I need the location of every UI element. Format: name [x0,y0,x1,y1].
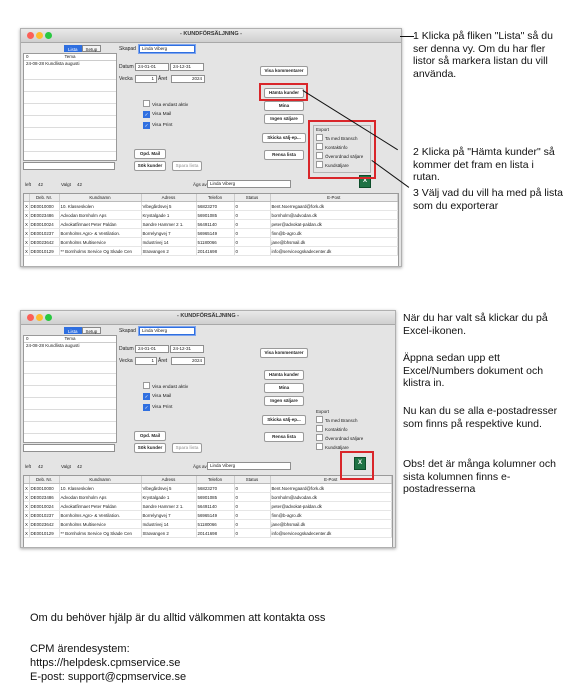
table-row[interactable] [24,229,398,238]
aret-label: Året [158,76,168,82]
table-cell: 56901085 [196,493,234,502]
table-cell: X [25,494,28,500]
table-cell: DE0010129 [29,247,59,256]
aret-field[interactable]: 2024 [171,75,205,83]
export-option-bransch[interactable] [316,416,358,424]
column-header-kundnamn[interactable]: Kundnamn [59,476,141,484]
table-cell: 56823270 [196,202,234,211]
vecka-label: Vecka [119,358,133,364]
skicka-button[interactable]: Skicka sälj-ep... [262,133,306,143]
vecka-field[interactable]: 1 [135,75,157,83]
spara-lista-button[interactable]: Spara lista [172,443,202,453]
window-title: - KUNDFÖRSÄLJNING - [179,31,243,37]
support-email[interactable]: E-post: support@cpmservice.se [30,671,187,683]
table-cell: jane@bhsmail.dk [270,238,398,247]
table-cell: 56965149 [196,511,234,520]
skicka-button[interactable]: Skicka sälj-ep... [262,415,306,425]
export-option-label: Överordnad säljare [325,436,364,441]
table-cell: 0 [234,502,270,511]
valt-count-value: 42 [77,464,83,469]
table-cell: DE0010237 [29,511,59,520]
table-row[interactable] [24,202,398,211]
table-cell: DE0023486 [29,493,59,502]
system-label: CPM ärendesystem: [30,643,130,655]
export-option-label: Kontaktinfo [325,145,348,150]
table-cell: X [25,503,28,509]
table-cell: X [25,521,28,527]
aret-label: Året [158,358,168,364]
column-header-telefon[interactable]: Telefon [196,194,234,202]
visa-mail-label: Visa Mail [152,112,172,117]
table-cell: 0 [234,229,270,238]
table-row[interactable] [24,484,392,493]
table-cell: X [25,248,28,254]
visa-endast-aktiv-label: Visa endast aktiv [152,385,189,390]
vecka-field[interactable]: 1 [135,357,157,365]
ingen-saljare-button[interactable]: Ingen säljare [264,114,304,124]
annotation-step-2: 2 Klicka på "Hämta kunder" så kommer det fram en lista i rutan. [413,146,555,183]
column-header-status[interactable]: Status [234,476,270,484]
table-cell: Søndre Hammer 2 1. [141,220,196,229]
column-header-adress[interactable]: Adress [141,194,196,202]
table-cell: 0 [234,238,270,247]
title-bar [21,29,401,43]
table-cell: Krystalgade 1 [141,493,196,502]
table-cell: Bornholms Multiservice [59,520,141,529]
tab-bar [64,45,101,52]
table-header-row [24,194,398,202]
valt-count-label: Valgt [61,182,71,187]
table-cell: X [25,239,28,245]
table-cell: peter@advokat-paldan.dk [270,502,392,511]
table-cell: ** Bornholms Service Og Skade Cen [59,247,141,256]
theme-list-column-tema: Tema [64,336,76,341]
table-cell: bornholm@advodan.dk [270,493,392,502]
column-header-epost[interactable]: E-Post [270,194,398,202]
table-row[interactable] [24,247,398,256]
table-row[interactable] [24,502,392,511]
table-cell: jane@bhsmail.dk [270,520,392,529]
table-cell: Advokatfirmaet Peter Paldan [59,220,141,229]
opd-mail-button[interactable]: Opd. Mail [134,431,166,441]
visa-endast-aktiv-label: Visa endast aktiv [152,103,189,108]
table-cell: Vibegårdsvej 5 [141,484,196,493]
export-title: Export [316,127,330,132]
table-cell: 0 [234,202,270,211]
theme-list-count: 0 [26,336,29,341]
export-option-overordnad[interactable] [316,434,363,442]
left-count-value: 42 [38,182,44,187]
title-bar [21,311,395,325]
visa-endast-aktiv-checkbox[interactable] [143,100,188,109]
theme-list-column-tema: Tema [64,54,76,59]
highlight-hamta-kunder [259,83,308,101]
tab-lista[interactable]: Lista [64,327,82,334]
table-cell: X [25,230,28,236]
table-cell: Borrelyngvej 7 [141,229,196,238]
list-name-input[interactable] [23,444,115,452]
table-cell: Søndre Hammer 2 1. [141,502,196,511]
table-cell: Industrivej 14 [141,520,196,529]
export-option-label: Ta med Bransch [325,418,358,423]
table-cell: Advodan Bornholm Aps [59,493,141,502]
table-cell: info@serviceogskadecenter.dk [270,247,398,256]
agare-label: Ägs av [193,182,207,187]
rensa-lista-button[interactable]: Rensa lista [264,432,304,442]
annotation-excel-click: När du har valt så klickar du på Excel-ikonen. [403,312,548,337]
left-count-label: left [25,464,32,469]
table-row[interactable] [24,511,392,520]
table-cell: Industrivej 14 [141,238,196,247]
hamta-kunder-button[interactable]: Hämta kunder [264,88,304,98]
theme-list[interactable] [23,335,117,443]
list-rows-empty [24,350,116,446]
visa-print-checkbox[interactable] [143,404,172,411]
column-header-deb-nr[interactable]: Deb. Nr. [29,476,59,484]
visa-kommentarer-button[interactable]: Visa kommentarer [260,66,308,76]
theme-list-count: 0 [26,54,29,59]
opd-mail-button[interactable]: Opd. Mail [134,149,166,159]
list-name-input[interactable] [23,162,115,170]
table-cell: X [25,512,28,518]
checkbox-unchecked-icon [143,382,150,389]
sok-kunder-button[interactable]: Sök kunder [134,443,166,453]
list-item[interactable]: 24-08-28 Kundlista augusti [26,61,80,66]
table-cell: Advodan Bornholm Aps [59,211,141,220]
visa-mail-checkbox[interactable] [143,111,171,118]
checkbox-unchecked-icon [143,100,150,107]
table-cell: DE0010000 [29,484,59,493]
datum-from-field[interactable]: 24-01-01 [135,345,169,353]
export-title: Export [316,409,330,414]
table-cell: bornholm@advodan.dk [270,211,398,220]
customer-table [23,193,399,267]
agare-label: Ägs av [193,464,207,469]
export-option-kontaktinfo[interactable] [316,425,348,433]
app-window-2 [20,310,396,548]
visa-print-label: Visa Print [152,123,173,128]
visa-mail-checkbox[interactable] [143,393,171,400]
agare-field[interactable]: Linda Viberg [207,180,291,188]
table-cell: Bent.Noerregaard@fork.dk [270,484,392,493]
table-row[interactable] [24,493,392,502]
table-cell: 0 [234,493,270,502]
table-cell: 0 [234,247,270,256]
tab-setup[interactable]: Setup [82,327,102,334]
tab-setup[interactable]: Setup [82,45,102,52]
table-cell: DE0010237 [29,229,59,238]
column-header-kundnamn[interactable]: Kundnamn [59,194,141,202]
table-cell: Vibegårdsvej 5 [141,202,196,211]
excel-icon[interactable]: X [359,175,371,188]
table-cell: peter@advokat-paldan.dk [270,220,398,229]
table-cell: 51180066 [196,238,234,247]
checkbox-checked-icon [143,122,150,129]
valt-count-label: Valgt [61,464,71,469]
agare-field[interactable]: Linda Viberg [207,462,291,470]
checkbox-unchecked-icon [316,443,323,450]
table-cell: 20141698 [196,529,234,538]
list-item[interactable]: 24-08-28 Kundlista augusti [26,343,80,348]
export-option-label: Överordnad säljare [325,154,364,159]
theme-list-header [24,336,116,343]
skapad-field[interactable]: Linda Viberg [139,45,195,53]
export-option-label: Kontaktinfo [325,427,348,432]
table-cell: Strøvangen 2 [141,247,196,256]
table-cell: DE0023642 [29,520,59,529]
table-cell: X [25,485,28,491]
table-cell: X [25,530,28,536]
window-title: - KUNDFÖRSÄLJNING - [176,313,240,319]
theme-list-header [24,54,116,61]
visa-kommentarer-button[interactable]: Visa kommentarer [260,348,308,358]
column-header-telefon[interactable]: Telefon [196,476,234,484]
mina-button[interactable]: Mina [264,383,304,393]
theme-list[interactable] [23,53,117,161]
skapad-label: Skapad [119,328,136,334]
datum-from-field[interactable]: 24-01-01 [135,63,169,71]
visa-mail-label: Visa Mail [152,394,172,399]
annotation-step-1: 1 Klicka på fliken "Lista" så du ser denna vy. Om du har fler listor så markera listan du vill använda. [413,30,553,80]
rensa-lista-button[interactable]: Rensa lista [264,150,304,160]
table-cell: 10. Klasseskolen [59,202,141,211]
datum-label: Datum [119,346,134,352]
table-cell: Bornholms Multiservice [59,238,141,247]
column-header-status[interactable]: Status [234,194,270,202]
table-cell: 56823270 [196,484,234,493]
table-cell: Strøvangen 2 [141,529,196,538]
checkbox-unchecked-icon [316,434,323,441]
customer-table [23,475,393,548]
checkbox-unchecked-icon [316,416,323,423]
vecka-label: Vecka [119,76,133,82]
column-header-adress[interactable]: Adress [141,476,196,484]
spara-lista-button[interactable]: Spara lista [172,161,202,171]
highlight-excel-icon [340,451,374,480]
skapad-field[interactable]: Linda Viberg [139,327,195,335]
annotation-see-all: Nu kan du se alla e-postadresser som finns på respektive kund. [403,405,558,430]
table-cell: 0 [234,529,270,538]
table-cell: 0 [234,211,270,220]
table-cell: X [25,221,28,227]
annotation-open-doc: Äppna sedan upp ett Excel/Numbers dokument och klistra in. [403,352,544,389]
table-cell: 10. Klasseskolen [59,484,141,493]
export-option-label: Kundsäljare [325,445,349,450]
table-cell: ** Bornholms Service Og Skade Cen [59,529,141,538]
checkbox-checked-icon [143,111,150,118]
ingen-saljare-button[interactable]: Ingen säljare [264,396,304,406]
column-header-epost[interactable]: E-Post [270,476,392,484]
visa-print-label: Visa Print [152,405,173,410]
table-cell: DE0010129 [29,529,59,538]
export-option-label: Kundsäljare [325,163,349,168]
table-cell: X [25,212,28,218]
table-cell: finn@b-agro.dk [270,511,392,520]
tab-lista[interactable]: Lista [64,45,82,52]
table-cell: DE0023486 [29,211,59,220]
export-option-label: Ta med Bransch [325,136,358,141]
table-row[interactable] [24,238,398,247]
left-count-value: 42 [38,464,44,469]
mina-button[interactable]: Mina [264,101,304,111]
table-row[interactable] [24,520,392,529]
table-row[interactable] [24,220,398,229]
annotation-step-3: 3 Välj vad du vill ha med på lista som du exporterar [413,187,563,212]
table-row[interactable] [24,211,398,220]
column-header-deb-nr[interactable]: Deb. Nr. [29,194,59,202]
datum-label: Datum [119,64,134,70]
table-cell: DE0010024 [29,220,59,229]
table-cell: Bornholms Agro- & Ventilation. [59,229,141,238]
table-cell: DE0010024 [29,502,59,511]
callout-line-1 [400,36,414,37]
table-cell: 56965149 [196,229,234,238]
table-cell: Bornholms Agro- & Ventilation. [59,511,141,520]
table-cell: 20141698 [196,247,234,256]
table-cell: 51180066 [196,520,234,529]
sok-kunder-button[interactable]: Sök kunder [134,161,166,171]
table-cell: DE0010000 [29,202,59,211]
aret-field[interactable]: 2024 [171,357,205,365]
valt-count-value: 42 [77,182,83,187]
table-cell: Krystalgade 1 [141,211,196,220]
table-cell: 0 [234,220,270,229]
datum-to-field[interactable]: 24-12-31 [170,63,204,71]
visa-print-checkbox[interactable] [143,122,172,129]
help-text: Om du behöver hjälp är du alltid välkommen att kontakta oss [30,612,326,624]
hamta-kunder-button[interactable]: Hämta kunder [264,370,304,380]
list-rows-empty [24,68,116,164]
excel-icon[interactable]: X [354,457,366,470]
table-cell: info@serviceogskadecenter.dk [270,529,392,538]
table-cell: DE0023642 [29,238,59,247]
table-cell: finn@b-agro.dk [270,229,398,238]
helpdesk-link[interactable]: https://helpdesk.cpmservice.se [30,657,181,669]
annotation-note: Obs! det är många kolumner och sista kolumnen finns e-postadresserna [403,458,556,495]
table-row[interactable] [24,529,392,538]
table-cell: 56491140 [196,220,234,229]
table-cell: Borrelyngvej 7 [141,511,196,520]
table-cell: Advokatfirmaet Peter Paldan [59,502,141,511]
table-header-row [24,476,392,484]
table-cell: 0 [234,520,270,529]
table-cell: Bent.Noerregaard@fork.dk [270,202,398,211]
table-cell: 0 [234,484,270,493]
export-group [313,407,371,455]
skapad-label: Skapad [119,46,136,52]
left-count-label: left [25,182,32,187]
datum-to-field[interactable]: 24-12-31 [170,345,204,353]
table-cell: 56901085 [196,211,234,220]
table-cell: X [25,203,28,209]
table-cell: 56491140 [196,502,234,511]
export-option-kundsaljare[interactable] [316,443,349,451]
table-cell: 0 [234,511,270,520]
visa-endast-aktiv-checkbox[interactable] [143,382,188,391]
checkbox-unchecked-icon [316,425,323,432]
tab-bar [64,327,101,334]
checkbox-checked-icon [143,393,150,400]
checkbox-checked-icon [143,404,150,411]
